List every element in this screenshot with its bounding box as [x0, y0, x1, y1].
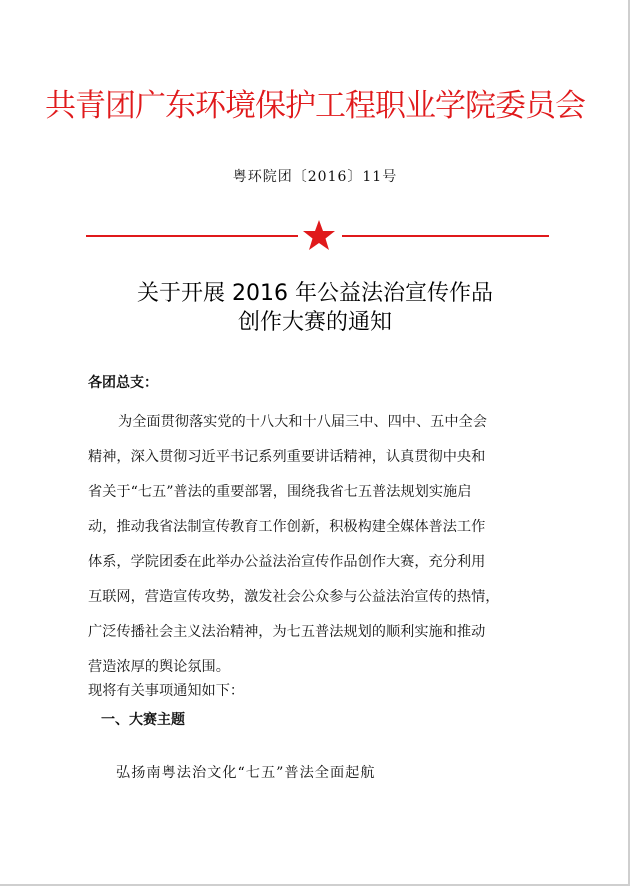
body-line: 动，推动我省法制宣传教育工作创新，积极构建全媒体普法工作 — [88, 519, 486, 535]
notice-title-line1: 关于开展 2016 年公益法治宣传作品 — [137, 281, 493, 306]
body-line: 为全面贯彻落实党的十八大和十八届三中、四中、五中全会 — [118, 414, 487, 430]
body-line: 体系，学院团委在此举办公益法治宣传作品创作大赛，充分利用 — [88, 554, 486, 570]
body-line: 省关于“七五”普法的重要部署，围绕我省七五普法规划实施启 — [88, 484, 472, 500]
salutation: 各团总支： — [88, 375, 158, 391]
red-star-icon — [302, 219, 336, 251]
red-divider-right — [342, 235, 549, 237]
body-line: 精神，深入贯彻习近平书记系列重要讲话精神，认真贯彻中央和 — [88, 449, 486, 465]
body-line: 营造浓厚的舆论氛围。 — [88, 659, 230, 675]
doc-number: 粤环院团〔2016〕11号 — [232, 169, 398, 185]
notice-title-line2: 创作大赛的通知 — [237, 310, 392, 335]
red-divider-left — [86, 235, 298, 237]
body-line: 现将有关事项通知如下： — [88, 683, 245, 699]
body-line: 互联网，营造宣传攻势，激发社会公众参与公益法治宣传的热情， — [88, 589, 500, 605]
body-line: 广泛传播社会主义法治精神，为七五普法规划的顺利实施和推动 — [88, 624, 486, 640]
theme-text: 弘扬南粤法治文化“七五”普法全面起航 — [116, 765, 376, 781]
org-title: 共青团广东环境保护工程职业学院委员会 — [45, 88, 585, 124]
section-heading: 一、大赛主题 — [101, 712, 185, 728]
